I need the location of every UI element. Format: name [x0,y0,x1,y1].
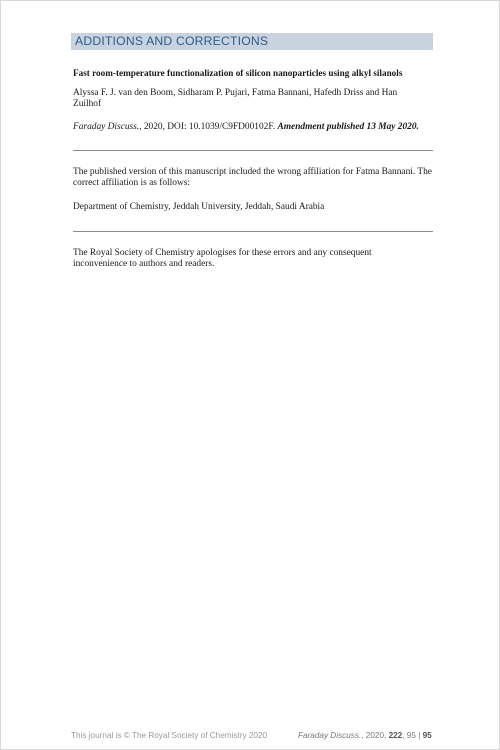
footer-copyright: This journal is © The Royal Society of Chemistry 2020 [71,731,268,740]
footer-pages: , 95 [402,731,416,740]
footer-volume: 222 [388,731,403,740]
citation-details: , 2020, DOI: 10.1039/C9FD00102F. [139,122,278,132]
article-title: Fast room-temperature functionalization of silicon nanoparticles using alkyl silanols [73,68,403,78]
footer-separator: | [418,731,421,740]
apology-paragraph: The Royal Society of Chemistry apologises for these errors and any consequent inconvenience to authors and readers. [73,248,372,269]
correction-paragraph: The published version of this manuscript included the wrong affiliation for Fatma Bannani. The correct affiliation is as follows: [73,167,432,188]
article-citation [73,122,433,133]
footer-citation [298,731,432,743]
footer-journal: Faraday Discuss. [298,731,362,740]
section-banner [71,33,433,50]
corrected-affiliation: Department of Chemistry, Jeddah University, Jeddah, Saudi Arabia [73,202,325,212]
divider-bottom [73,231,433,232]
article-authors: Alyssa F. J. van den Boom, Sidharam P. Pujari, Fatma Bannani, Hafedh Driss and Han Zuilhof [73,88,398,109]
citation-journal: Faraday Discuss. [73,122,140,132]
citation-amendment: Amendment published 13 May 2020. [277,122,419,132]
footer-page-number: 95 [422,731,432,740]
divider-top [73,150,433,151]
footer-year: , 2020, [361,731,389,740]
section-banner-label: ADDITIONS AND CORRECTIONS [75,34,269,48]
